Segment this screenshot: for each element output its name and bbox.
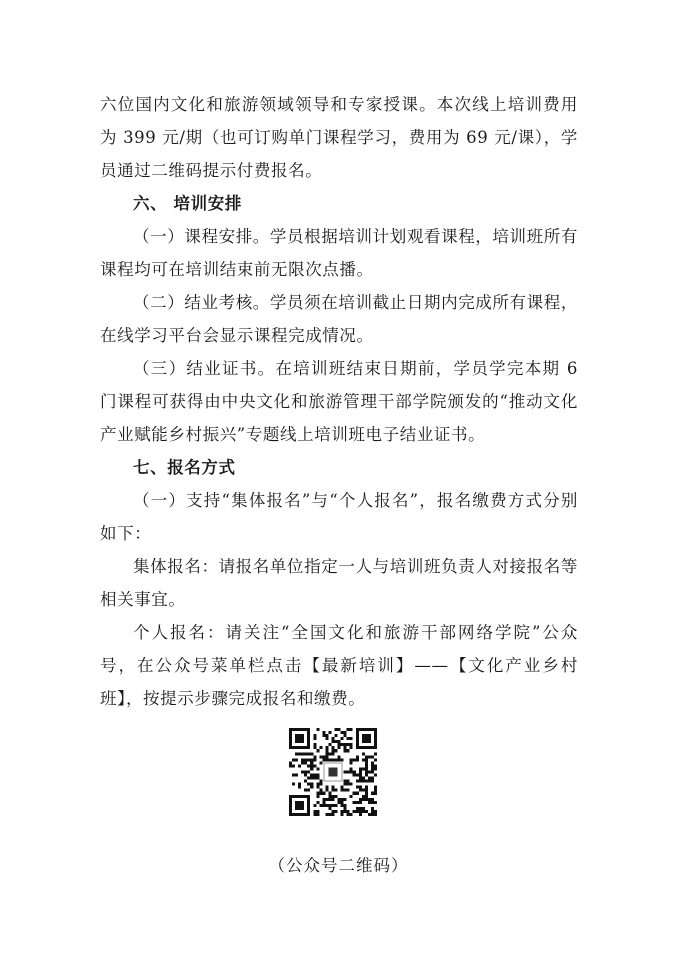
intro-paragraph: 六位国内文化和旅游领域领导和专家授课。本次线上培训费用为 399 元/期（也可订购单门课程学习，费用为 69 元/课），学员通过二维码提示付费报名。 <box>100 95 578 180</box>
qr-caption: （公众号二维码） <box>268 856 409 875</box>
section-6-heading: 六、 培训安排 <box>133 194 242 213</box>
qr-code-image <box>289 728 377 816</box>
section-6-item-1: （一）课程安排。学员根据培训计划观看课程，培训班所有课程均可在培训结束前无限次点播。 <box>100 227 578 279</box>
section-6-item-3: （三）结业证书。在培训班结束日期前，学员学完本期 6 门课程可获得由中央文化和旅游管理干部学院颁发的“推动文化产业赋能乡村振兴”专题线上培训班电子结业证书。 <box>100 359 578 444</box>
section-7-individual-registration: 个人报名：请关注“全国文化和旅游干部网络学院”公众号，在公众号菜单栏点击【最新培训】——【文化产业乡村班】，按提示步骤完成报名和缴费。 <box>100 623 578 708</box>
section-6-item-2: （二）结业考核。学员须在培训截止日期内完成所有课程，在线学习平台会显示课程完成情况。 <box>100 293 578 345</box>
section-7-heading: 七、报名方式 <box>133 458 236 477</box>
section-7-group-registration: 集体报名：请报名单位指定一人与培训班负责人对接报名等相关事宜。 <box>100 557 578 609</box>
section-7-item-1: （一）支持“集体报名”与“个人报名”，报名缴费方式分别如下： <box>100 491 578 543</box>
